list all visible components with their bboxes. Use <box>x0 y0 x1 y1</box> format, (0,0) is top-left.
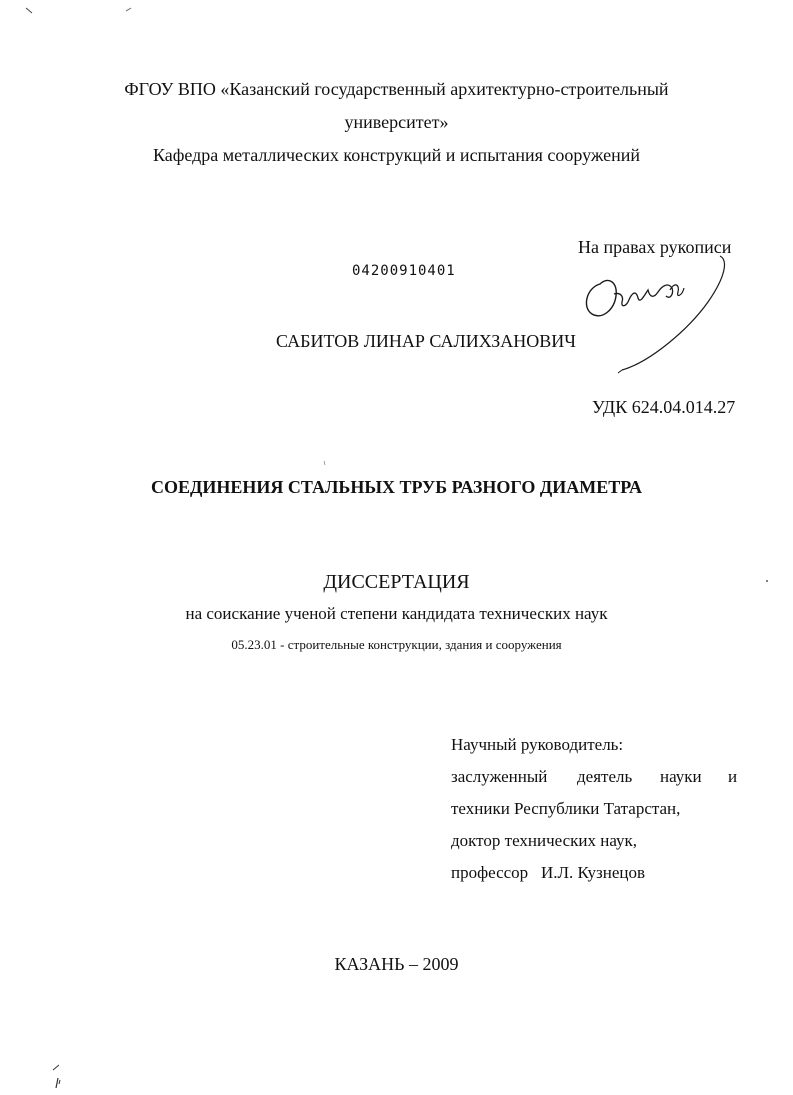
author-name: САБИТОВ ЛИНАР САЛИХЗАНОВИЧ <box>276 331 577 351</box>
supervisor-word: науки <box>660 767 702 786</box>
supervisor-word: и <box>728 767 738 786</box>
dissertation-title: СОЕДИНЕНИЯ СТАЛЬНЫХ ТРУБ РАЗНОГО ДИАМЕТРА <box>151 477 642 497</box>
specialty-code: 05.23.01 - строительные конструкции, здания и сооружения <box>231 637 562 652</box>
document-type: ДИССЕРТАЦИЯ <box>323 571 470 593</box>
institution-line-2: университет» <box>344 112 449 132</box>
scan-speck <box>764 578 770 584</box>
scan-speck <box>24 6 36 16</box>
supervisor-line-4 <box>451 862 645 884</box>
scan-speck <box>50 1062 66 1092</box>
supervisor-heading: Научный руководитель: <box>451 735 624 754</box>
supervisor-word: заслуженный <box>451 767 548 786</box>
manuscript-note: На правах рукописи <box>578 237 732 257</box>
supervisor-line-3: доктор технических наук, <box>451 831 638 850</box>
handwritten-signature <box>578 252 748 377</box>
department: Кафедра металлических конструкций и испытания сооружений <box>152 145 641 165</box>
supervisor-line-2: техники Республики Татарстан, <box>451 799 681 818</box>
supervisor-title: профессор <box>451 863 529 882</box>
udc-code: УДК 624.04.014.27 <box>592 397 736 417</box>
degree-statement: на соискание ученой степени кандидата технических наук <box>185 604 608 623</box>
city-year: КАЗАНЬ – 2009 <box>334 954 459 974</box>
scan-speck <box>124 6 134 14</box>
supervisor-word: деятель <box>577 767 633 786</box>
supervisor-name: И.Л. Кузнецов <box>540 863 646 882</box>
scan-speck <box>322 460 328 468</box>
registration-code: 04200910401 <box>352 263 456 279</box>
institution-line-1: ФГОУ ВПО «Казанский государственный архитектурно-строительный <box>124 79 669 99</box>
